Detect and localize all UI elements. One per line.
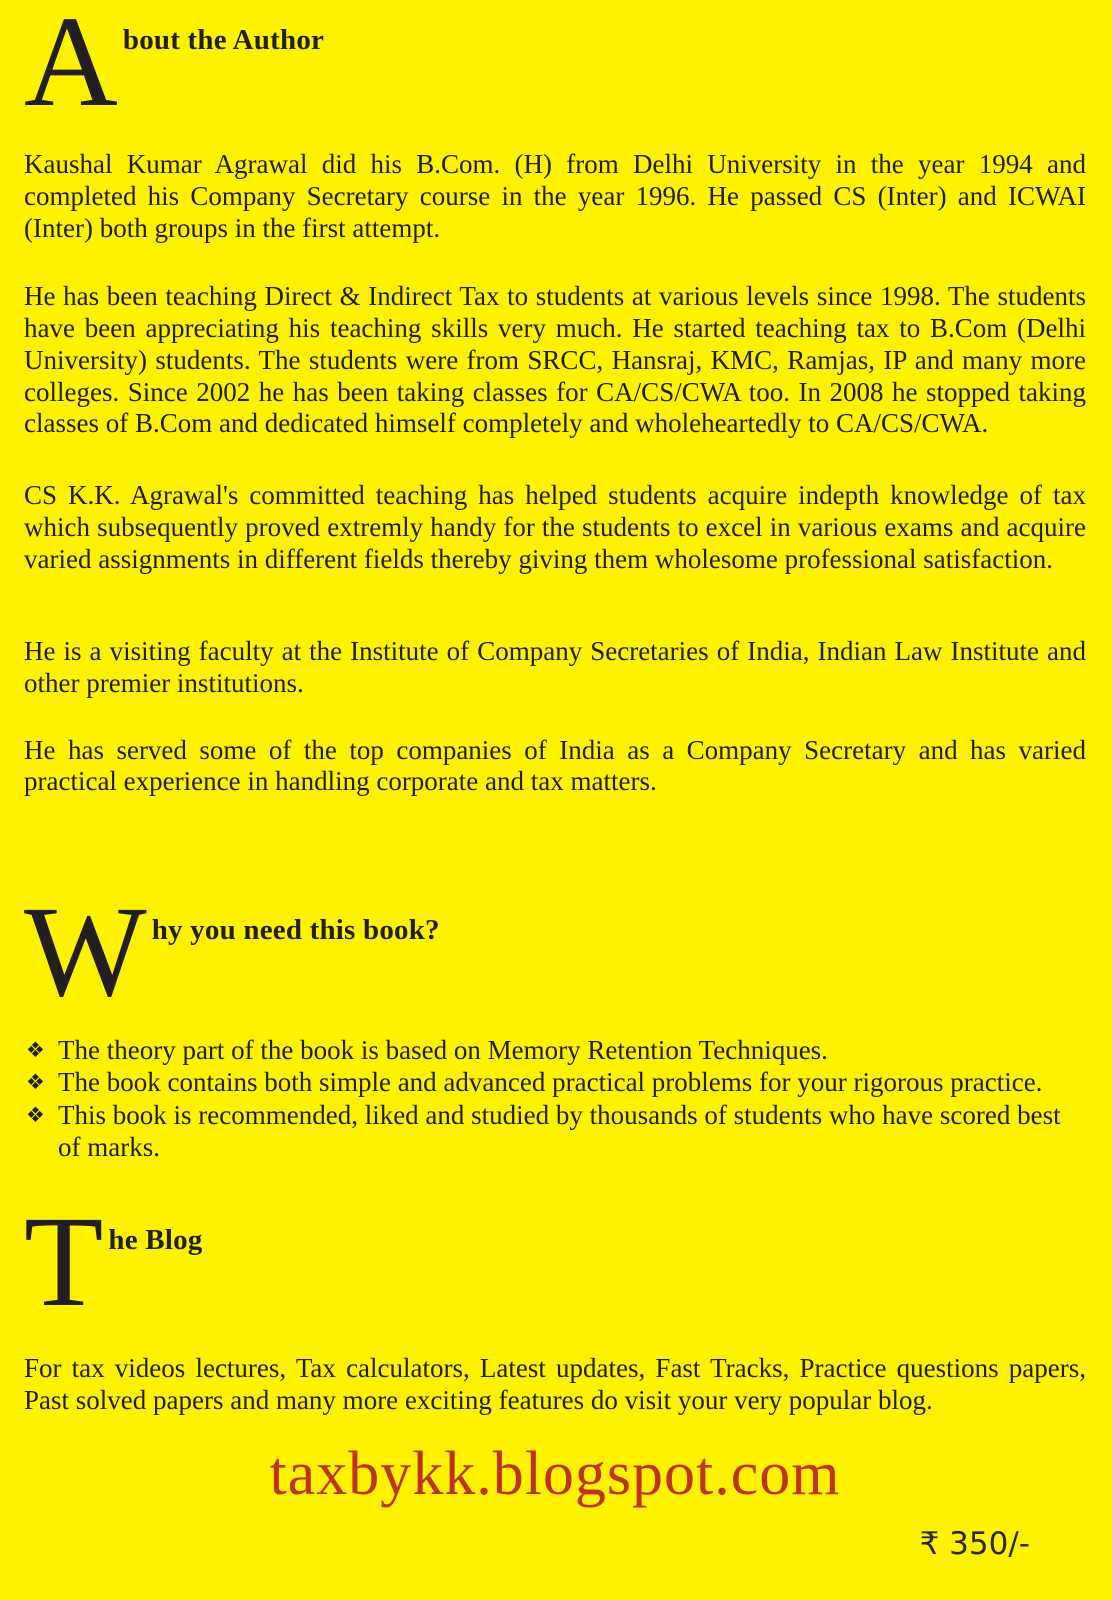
dropcap-w: W <box>24 880 145 1025</box>
about-paragraph-5: He has served some of the top companies of India as a Company Secretary and has varied practical experience in handling corporate and tax matters. <box>24 734 1086 797</box>
the-blog-section <box>24 1189 1086 1510</box>
about-heading <box>24 0 1086 134</box>
about-paragraph-3: CS K.K. Agrawal's committed teaching has helped students acquire indepth knowledge of tax which subsequently proved extremly handy for the students to excel in various exams and acquire varied assignments in different fields thereby giving them wholesome professional satisfaction. <box>24 480 1086 574</box>
why-you-need-this-book-section <box>24 880 1086 1163</box>
about-paragraph-4: He is a visiting faculty at the Institute of Company Secretaries of India, Indian Law Institute and other premier institutions. <box>24 635 1086 698</box>
blog-paragraph: For tax videos lectures, Tax calculators, Latest updates, Fast Tracks, Practice questions papers, Past solved papers and many more exciting features do visit your very popular blog. <box>24 1352 1086 1415</box>
diamond-bullet-icon: ❖ <box>26 1102 45 1127</box>
list-item-text: The theory part of the book is based on Memory Retention Techniques. <box>58 1034 828 1065</box>
about-heading-label: bout the Author <box>122 24 325 56</box>
list-item <box>24 1066 1086 1099</box>
list-item-text: This book is recommended, liked and studied by thousands of students who have scored best of marks. <box>58 1099 1061 1163</box>
about-paragraph-1: Kaushal Kumar Agrawal did his B.Com. (H) from Delhi University in the year 1994 and completed his Company Secretary course in the year 1996. He passed CS (Inter) and ICWAI (Inter) both groups in the first attempt. <box>24 149 1086 244</box>
about-the-author-section <box>24 0 1086 798</box>
diamond-bullet-icon: ❖ <box>26 1037 45 1062</box>
blog-heading-label: he Blog <box>108 1223 203 1256</box>
list-item-text: The book contains both simple and advanced practical problems for your rigorous practice. <box>58 1067 1043 1098</box>
why-heading-label: hy you need this book? <box>151 914 440 947</box>
dropcap-a: A <box>24 0 116 134</box>
blog-heading <box>24 1189 1086 1334</box>
blog-url: taxbykk.blogspot.com <box>269 1439 841 1508</box>
about-paragraph-2: He has been teaching Direct & Indirect Tax to students at various levels since 1998. The students have been appreciating his teaching skills very much. He started teaching tax to B.Com (Delhi University) students. The students were from SRCC, Hansraj, KMC, Ramjas, IP and many more colleges. Since 2002 he has been taking classes for CA/CS/CWA too. In 2008 he stopped taking classes of B.Com and dedicated himself completely and wholeheartedly to CA/CS/CWA. <box>24 280 1086 439</box>
diamond-bullet-icon: ❖ <box>26 1070 45 1095</box>
why-heading <box>24 880 1086 1025</box>
price-label: ₹ 350/- <box>919 1526 1030 1562</box>
list-item <box>24 1034 1086 1067</box>
benefits-list <box>24 1034 1086 1164</box>
dropcap-t: T <box>24 1189 102 1334</box>
list-item <box>24 1099 1086 1164</box>
